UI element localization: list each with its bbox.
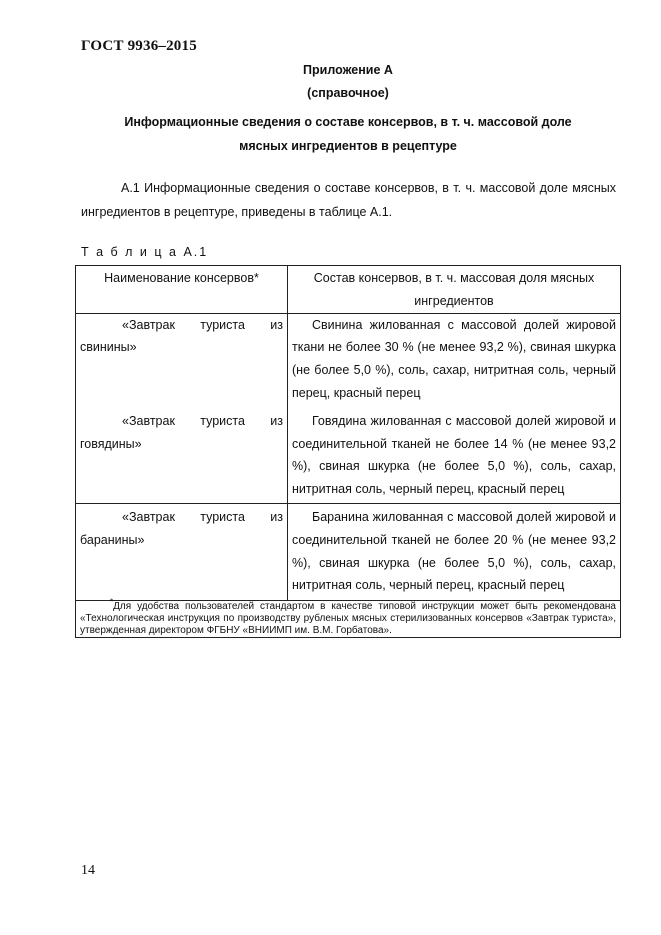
standard-code: ГОСТ 9936–2015 [81,38,197,54]
table-footnote-row [76,601,621,638]
footnote-text-wrap [80,597,616,637]
table-row [76,410,621,504]
header-name: Наименование консервов* [76,266,288,314]
footnote-mark: * [110,597,114,607]
intro-paragraph: А.1 Информационные сведения о составе консервов, в т. ч. массовой доле мясных ингредиентов в рецептуре, приведены в таблице А.1. [81,181,616,219]
header-composition [288,266,621,314]
row-name: «Завтрак туриста из говядины» [76,410,288,504]
table-row [76,503,621,600]
appendix-title: Приложение А [303,63,393,77]
header-composition-text: Состав консервов, в т. ч. массовая доля мясных ингредиентов [313,271,595,308]
appendix-subtitle-text: Информационные сведения о составе консервов, в т. ч. массовой доле мясных ингредиентов в рецептуре [124,115,572,153]
appendix-status: (справочное) [307,86,389,100]
table-title: Т а б л и ц а А.1 [81,245,209,259]
table-row [76,313,621,410]
row-composition: Баранина жилованная с массовой долей жировой и соединительной тканей не более 20 % (не менее 93,2 %), свиная шкурка (не более 5,0 %), соль, сахар, нитритная соль, черный перец, красный перец [288,503,621,600]
table-header-row [76,266,621,314]
row-name: «Завтрак туриста из баранины» [76,503,288,600]
appendix-subtitle [80,110,616,158]
row-composition: Свинина жилованная с массовой долей жировой ткани не более 30 % (не менее 93,2 %), свиная шкурка (не более 5,0 %), соль, сахар, нитритная соль, черный перец, красный перец [288,313,621,410]
row-composition: Говядина жилованная с массовой долей жировой и соединительной тканей не более 14 % (не менее 93,2 %), свиная шкурка (не более 5,0 %), соль, сахар, нитритная соль, черный перец, красный перец [288,410,621,504]
table-footnote [76,597,621,638]
row-name: «Завтрак туриста из свинины» [76,313,288,410]
footnote-text: Для удобства пользователей стандартом в качестве типовой инструкции может быть рекомендована «Технологическая инструкция по производству рубленых мясных стерилизованных консервов «Завтрак туриста», утвержденная директором ФГБНУ «ВНИИМП им. В.М. Горбатова». [80,601,616,637]
composition-table [75,265,621,638]
page-number: 14 [81,863,95,878]
